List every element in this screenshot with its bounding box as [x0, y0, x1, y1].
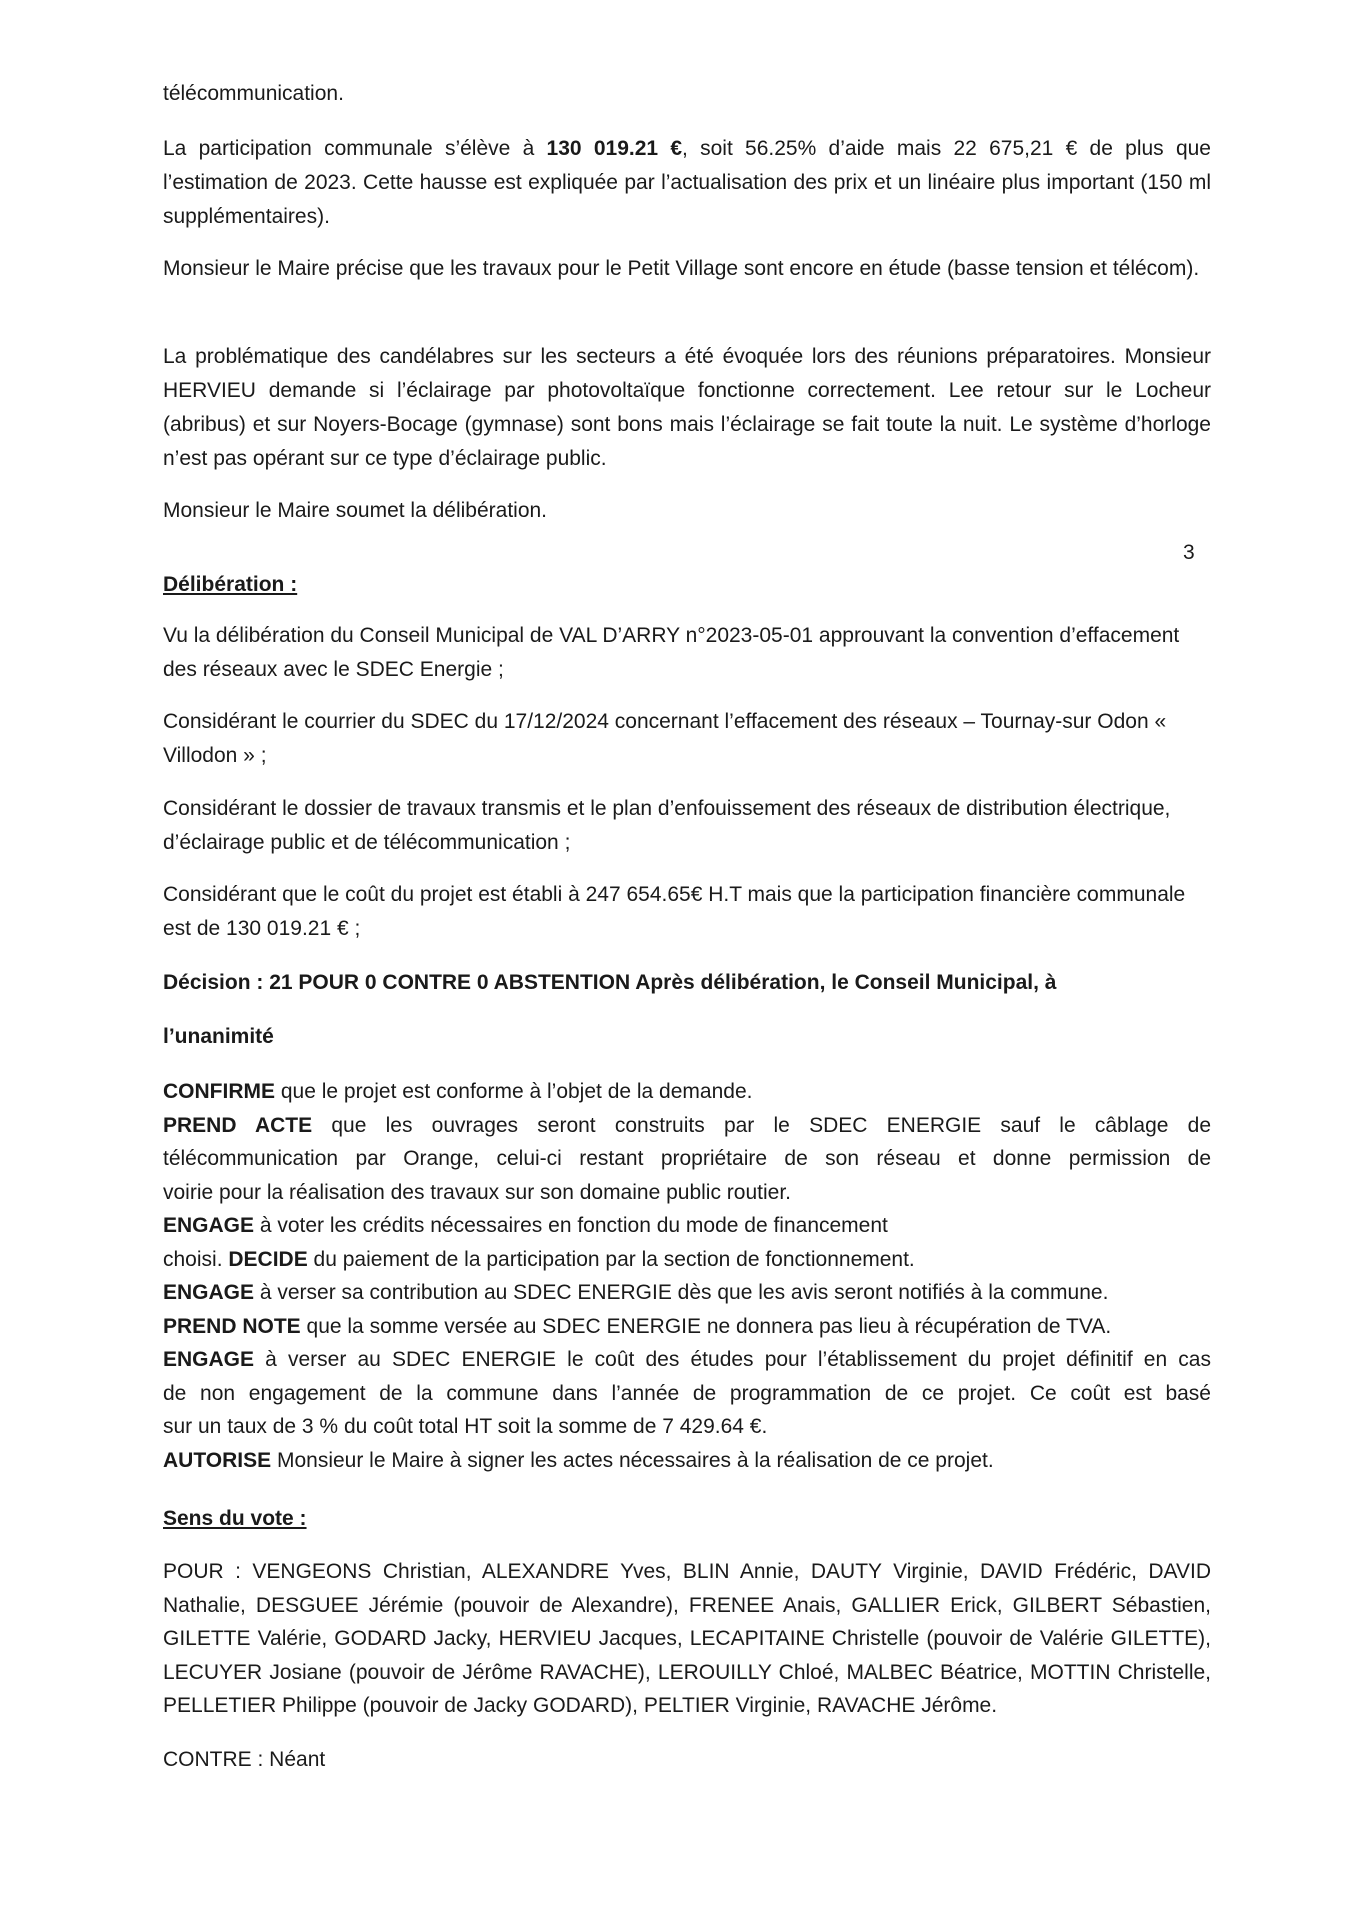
deliberation-dossier: Considérant le dossier de travaux transmis et le plan d’enfouissement des réseaux de distribution électrique, d’éclairage public et de télécommunication ;	[163, 797, 1171, 854]
action-prend-note	[163, 1310, 1211, 1344]
paragraph-participation	[163, 132, 1211, 234]
page-number: 3	[1183, 541, 1195, 564]
action-prend-acte-line-2: télécommunication par Orange, celui-ci restant propriétaire de son réseau et donne permission de	[163, 1147, 1211, 1170]
decision-actions	[163, 1075, 1211, 1477]
deliberation-vu: Vu la délibération du Conseil Municipal de VAL D’ARRY n°2023-05-01 approuvant la convention d’effacement des réseaux avec le SDEC Energie ;	[163, 624, 1180, 681]
action-engage-etudes-line-1	[163, 1343, 1211, 1377]
action-engage-credits-text: à voter les crédits nécessaires en fonction du mode de financement	[254, 1214, 888, 1237]
paragraph-petit-village: Monsieur le Maire précise que les travaux pour le Petit Village sont encore en étude (basse tension et télécom).	[163, 257, 1200, 280]
action-prend-note-text: que la somme versée au SDEC ENERGIE ne donnera pas lieu à récupération de TVA.	[300, 1314, 1112, 1338]
keyword-confirme: CONFIRME	[163, 1080, 275, 1103]
deliberation-heading: Délibération :	[163, 573, 298, 596]
keyword-engage: ENGAGE	[163, 1214, 255, 1237]
paragraph-candelabres: La problématique des candélabres sur les secteurs a été évoquée lors des réunions préparatoires. Monsieur HERVIEU demande si l’éclairage par photovoltaïque fonctionne correctement. Lee retour sur le Locheur (abribus) et sur Noyers-Bocage (gymnase) sont bons mais l’éclairage se fait toute la nuit. Le système d’horloge n’est pas opérant sur ce type d’éclairage public.	[163, 345, 1211, 470]
decision-line-2: l’unanimité	[163, 1025, 274, 1048]
participation-text-pre: La participation communale s’élève à	[163, 137, 547, 160]
paragraph-soumet: Monsieur le Maire soumet la délibération.	[163, 499, 548, 522]
action-confirme	[163, 1075, 1211, 1109]
action-engage-contribution-text: à verser sa contribution au SDEC ENERGIE dès que les avis seront notifiés à la commune.	[254, 1281, 1109, 1304]
participation-text-post: , soit 56.25% d’aide mais 22 675,21 € de plus que l’estimation de 2023. Cette hausse est expliquée par l’actualisation des prix et un linéaire plus important (150 ml supplémentaires).	[163, 137, 1211, 228]
keyword-autorise: AUTORISE	[163, 1448, 272, 1472]
action-engage-contribution	[163, 1276, 1211, 1310]
keyword-engage: ENGAGE	[163, 1348, 255, 1371]
action-autorise-text: Monsieur le Maire à signer les actes nécessaires à la réalisation de ce projet.	[271, 1448, 994, 1472]
action-engage-etudes-line-3: sur un taux de 3 % du coût total HT soit la somme de 7 429.64 €.	[163, 1415, 768, 1438]
keyword-prend-note: PREND NOTE	[163, 1314, 301, 1338]
action-prend-acte-line-1	[163, 1109, 1211, 1143]
action-engage-etudes-text-1: à verser au SDEC ENERGIE le coût des études pour l’établissement du projet définitif en cas	[254, 1348, 1211, 1371]
action-decide	[163, 1243, 1211, 1277]
vote-pour: POUR : VENGEONS Christian, ALEXANDRE Yves, BLIN Annie, DAUTY Virginie, DAVID Frédéric, DAVID Nathalie, DESGUEE Jérémie (pouvoir de Alexandre), FRENEE Anais, GALLIER Erick, GILBERT Sébastien, GILETTE Valérie, GODARD Jacky, HERVIEU Jacques, LECAPITAINE Christelle (pouvoir de Valérie GILETTE), LECUYER Josiane (pouvoir de Jérôme RAVACHE), LEROUILLY Chloé, MALBEC Béatrice, MOTTIN Christelle, PELLETIER Philippe (pouvoir de Jacky GODARD), PELTIER Virginie, RAVACHE Jérôme.	[163, 1560, 1211, 1718]
action-engage-credits-choisi: choisi.	[163, 1247, 229, 1271]
deliberation-cout: Considérant que le coût du projet est établi à 247 654.65€ H.T mais que la participation financière communale est de 130 019.21 € ;	[163, 883, 1186, 940]
action-engage-credits	[163, 1209, 1211, 1243]
action-prend-acte-line-3: voirie pour la réalisation des travaux sur son domaine public routier.	[163, 1180, 792, 1204]
action-confirme-text: que le projet est conforme à l’objet de la demande.	[275, 1080, 753, 1103]
keyword-engage: ENGAGE	[163, 1281, 255, 1304]
action-autorise	[163, 1444, 1211, 1478]
paragraph-continuation: télécommunication.	[163, 82, 344, 105]
action-decide-text: du paiement de la participation par la section de fonctionnement.	[307, 1247, 915, 1271]
keyword-prend-acte: PREND ACTE	[163, 1113, 313, 1137]
action-engage-etudes-line-2: de non engagement de la commune dans l’année de programmation de ce projet. Ce coût est basé	[163, 1381, 1211, 1405]
participation-amount: 130 019.21 €	[546, 137, 683, 160]
vote-heading: Sens du vote :	[163, 1507, 307, 1530]
deliberation-courrier: Considérant le courrier du SDEC du 17/12/2024 concernant l’effacement des réseaux – Tournay-sur Odon « Villodon » ;	[163, 710, 1167, 767]
decision-line-1: Décision : 21 POUR 0 CONTRE 0 ABSTENTION Après délibération, le Conseil Municipal, à	[163, 971, 1057, 994]
action-prend-acte-text-1: que les ouvrages seront construits par le SDEC ENERGIE sauf le câblage de	[312, 1113, 1211, 1137]
vote-contre: CONTRE : Néant	[163, 1748, 326, 1771]
keyword-decide: DECIDE	[228, 1247, 308, 1271]
